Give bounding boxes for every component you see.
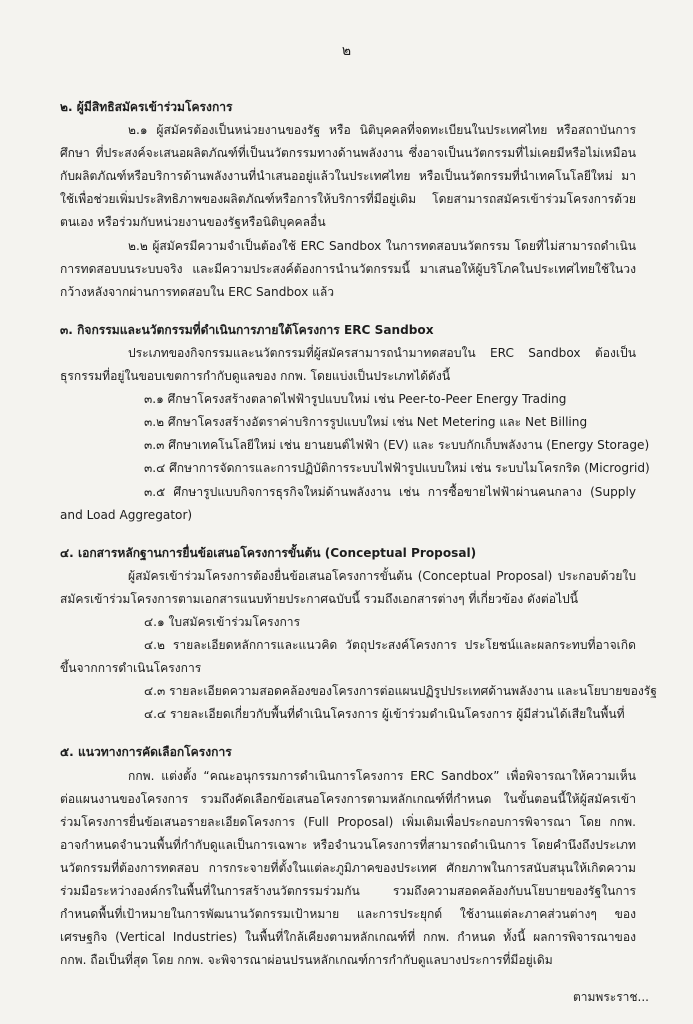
section-3-item: ๓.๔ ศึกษาการจัดการและการปฏิบัติการระบบไฟฟ้ารูปแบบใหม่ เช่น ระบบไมโครกริด (Microgrid) — [144, 461, 650, 476]
section-5-heading: ๕. แนวทางการคัดเลือกโครงการ — [60, 745, 232, 760]
document-body — [60, 96, 657, 972]
section-4-intro: ผู้สมัครเข้าร่วมโครงการต้องยื่นข้อเสนอโครงการขั้นต้น (Conceptual Proposal) ประกอบด้วยใบสมัครเข้าร่วมโครงการตามเอกสารแนบท้ายประกาศฉบับนี้ รวมถึงเอกสารต่างๆ ที่เกี่ยวข้อง ดังต่อไปนี้ — [60, 568, 636, 606]
section-4-item: ๔.๑ ใบสมัครเข้าร่วมโครงการ — [144, 614, 301, 629]
section-3-item: ๓.๒ ศึกษาโครงสร้างอัตราค่าบริการรูปแบบใหม่ เช่น Net Metering และ Net Billing — [144, 415, 588, 430]
section-2-1-paragraph: ๒.๑ ผู้สมัครต้องเป็นหน่วยงานของรัฐ หรือ นิติบุคคลที่จดทะเบียนในประเทศไทย หรือสถาบันการศึกษา ที่ประสงค์จะเสนอผลิตภัณฑ์ที่เป็นนวัตกรรมทางด้านพลังงาน ซึ่งอาจเป็นนวัตกรรมที่ไม่เคยมีหรือไม่เหมือนกับผลิตภัณฑ์หรือบริการด้านพลังงานที่นำเสนออยู่แล้วในประเทศไทย หรือเป็นนวัตกรรมที่นำเทคโนโลยีใหม่ มาใช้เพื่อช่วยเพิ่มประสิทธิภาพของผลิตภัณฑ์หรือการให้บริการที่มีอยู่เดิม โดยสามารถสมัครเข้าร่วมโครงการด้วยตนเอง หรือร่วมกับหน่วยงานของรัฐหรือนิติบุคคลอื่น — [60, 123, 636, 230]
section-4-heading: ๔. เอกสารหลักฐานการยื่นข้อเสนอโครงการขั้นต้น (Conceptual Proposal) — [60, 545, 477, 560]
section-4-item: ๔.๒ รายละเอียดหลักการและแนวคิด วัตถุประสงค์โครงการ ประโยชน์และผลกระทบที่อาจเกิดขึ้นจากการดำเนินโครงการ — [60, 638, 636, 676]
section-3-intro: ประเภทของกิจกรรมและนวัตกรรมที่ผู้สมัครสามารถนำมาทดสอบใน ERC Sandbox ต้องเป็นธุรกรรมที่อยู่ในขอบเขตการกำกับดูแลของ กกพ. โดยแบ่งเป็นประเภทได้ดังนี้ — [60, 345, 636, 384]
section-2-heading: ๒. ผู้มีสิทธิสมัครเข้าร่วมโครงการ — [60, 100, 233, 114]
section-3-heading: ๓. กิจกรรมและนวัตกรรมที่ดำเนินการภายใต้โครงการ ERC Sandbox — [60, 322, 434, 337]
section-3-item: ๓.๑ ศึกษาโครงสร้างตลาดไฟฟ้ารูปแบบใหม่ เช่น Peer-to-Peer Energy Trading — [144, 392, 567, 407]
section-5-paragraph: กกพ. แต่งตั้ง “คณะอนุกรรมการดำเนินการโครงการ ERC Sandbox” เพื่อพิจารณาให้ความเห็นต่อแผนงานของโครงการ รวมถึงคัดเลือกข้อเสนอโครงการตามหลักเกณฑ์ที่กำหนด ในขั้นตอนนี้ให้ผู้สมัครเข้าร่วมโครงการยื่นข้อเสนอรายละเอียดโครงการ (Full Proposal) เพิ่มเติมเพื่อประกอบการพิจารณา โดย กกพ. อาจกำหนดจำนวนพื้นที่กำกับดูแลเป็นการเฉพาะ หรือจำนวนโครงการที่สามารถดำเนินการ โดยคำนึงถึงประเภทนวัตกรรมที่ต้องการทดสอบ การกระจายที่ตั้งในแต่ละภูมิภาคของประเทศ ศักยภาพในการสนับสนุนให้เกิดความร่วมมือระหว่างองค์กรในพื้นที่ในการสร้างนวัตกรรมร่วมกัน รวมถึงความสอดคล้องกับนโยบายของรัฐในการกำหนดพื้นที่เป้าหมายในการพัฒนานวัตกรรมเป้าหมาย และการประยุกต์ ใช้งานแต่ละภาคส่วนต่างๆ ของเศรษฐกิจ (Vertical Industries) ในพื้นที่ใกล้เคียงตามหลักเกณฑ์ที่ กกพ. กำหนด ทั้งนี้ ผลการพิจารณาของ กกพ. ถือเป็นที่สุด โดย กกพ. จะพิจารณาผ่อนปรนหลักเกณฑ์การกำกับดูแลบางประการที่มีอยู่เดิม — [60, 768, 636, 968]
page-number: ๒ — [341, 43, 352, 59]
section-4-item: ๔.๔ รายละเอียดเกี่ยวกับพื้นที่ดำเนินโครงการ ผู้เข้าร่วมดำเนินโครงการ ผู้มีส่วนได้เสียในพื้นที่ — [144, 707, 625, 722]
section-4-item: ๔.๓ รายละเอียดความสอดคล้องของโครงการต่อแผนปฏิรูปประเทศด้านพลังงาน และนโยบายของรัฐ — [144, 684, 657, 699]
continuation-note: ตามพระราช... — [572, 990, 649, 1004]
section-2-2-paragraph: ๒.๒ ผู้สมัครมีความจำเป็นต้องใช้ ERC Sandbox ในการทดสอบนวัตกรรม โดยที่ไม่สามารถดำเนิน การทดสอบบนระบบจริง และมีความประสงค์ต้องการนำนวัตกรรมนี้ มาเสนอให้ผู้บริโภคในประเทศไทยใช้ในวงกว้างหลังจากผ่านการทดสอบใน ERC Sandbox แล้ว — [60, 238, 636, 299]
section-3-item: ๓.๓ ศึกษาเทคโนโลยีใหม่ เช่น ยานยนต์ไฟฟ้า (EV) และ ระบบกักเก็บพลังงาน (Energy Storage) — [144, 438, 650, 453]
section-3-item: ๓.๕ ศึกษารูปแบบกิจการธุรกิจใหม่ด้านพลังงาน เช่น การซื้อขายไฟฟ้าผ่านคนกลาง (Supply and Load Aggregator) — [60, 484, 636, 522]
